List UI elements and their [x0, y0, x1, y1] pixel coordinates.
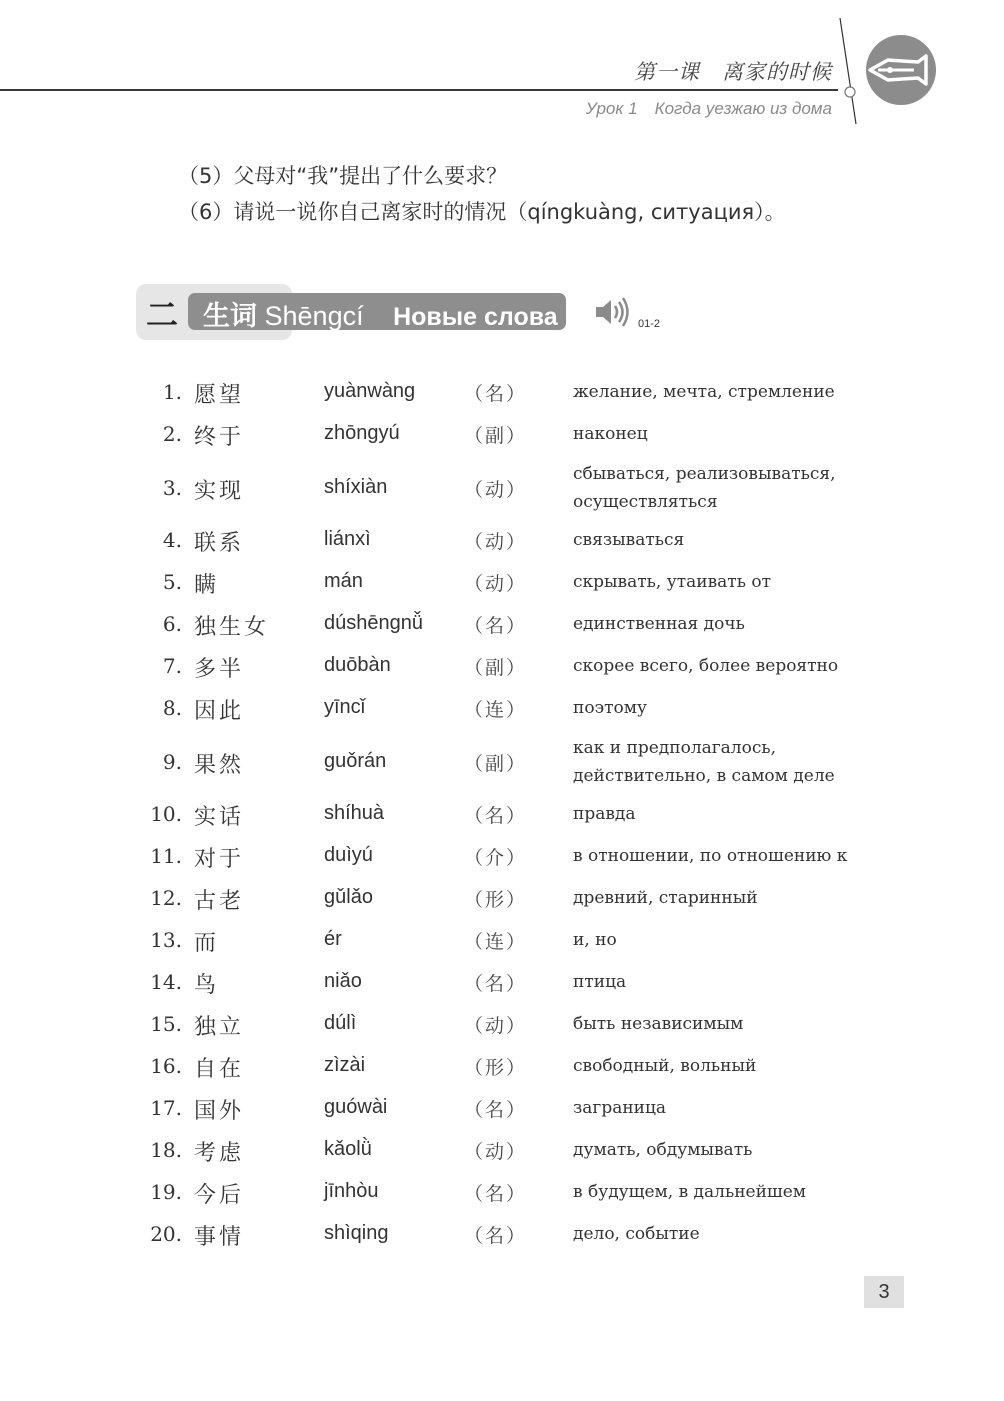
- vocab-part-of-speech: （名）: [464, 615, 528, 637]
- vocab-meaning: свободный, вольный: [573, 1056, 757, 1076]
- vocab-number: 4.: [162, 528, 182, 552]
- vocab-meaning: сбываться, реализовываться, осуществляться: [573, 464, 836, 512]
- vocab-pinyin: zìzài: [324, 1054, 366, 1076]
- vocab-hanzi: 独立: [194, 1015, 245, 1040]
- vocab-pinyin: shíxiàn: [324, 476, 388, 498]
- header-rule: [0, 89, 838, 91]
- vocab-pinyin: jīnhòu: [324, 1180, 379, 1202]
- vocab-number: 19.: [150, 1180, 182, 1204]
- vocab-part-of-speech: （连）: [464, 699, 528, 721]
- vocab-number: 16.: [150, 1054, 182, 1078]
- vocab-hanzi: 实话: [194, 805, 245, 830]
- vocab-hanzi: 因此: [194, 699, 245, 724]
- vocab-number: 12.: [150, 886, 182, 910]
- vocab-pinyin: shíhuà: [324, 802, 385, 824]
- vocab-hanzi: 鸟: [194, 973, 220, 998]
- audio-track-number: 01-2: [638, 318, 661, 330]
- vocab-part-of-speech: （连）: [464, 931, 528, 953]
- vocab-number: 7.: [162, 654, 182, 678]
- vocab-number: 1.: [162, 380, 182, 404]
- vocab-meaning: и, но: [573, 930, 617, 950]
- vocab-pinyin: niǎo: [324, 970, 362, 992]
- vocab-number: 3.: [162, 476, 182, 500]
- vocab-hanzi: 古老: [194, 889, 245, 914]
- pen-nib-icon: [830, 14, 950, 129]
- vocab-meaning: единственная дочь: [573, 614, 745, 634]
- vocab-meaning: наконец: [573, 424, 648, 444]
- vocab-hanzi: 独生女: [194, 615, 270, 640]
- question-5: [178, 160, 507, 190]
- question-text: 请说一说你自己离家时的情况（qíngkuàng, ситуация）。: [233, 200, 786, 224]
- vocab-pinyin: zhōngyú: [324, 422, 400, 444]
- vocab-part-of-speech: （介）: [464, 847, 528, 869]
- vocab-number: 6.: [162, 612, 182, 636]
- vocab-meaning: как и предполагалось, действительно, в самом деле: [573, 738, 835, 786]
- vocab-pinyin: mán: [324, 570, 363, 592]
- vocab-part-of-speech: （名）: [464, 805, 528, 827]
- vocab-number: 2.: [162, 422, 182, 446]
- vocab-number: 20.: [150, 1222, 182, 1246]
- vocab-part-of-speech: （形）: [464, 1057, 528, 1079]
- vocab-hanzi: 考虑: [194, 1141, 245, 1166]
- vocab-number: 18.: [150, 1138, 182, 1162]
- vocab-part-of-speech: （动）: [464, 531, 528, 553]
- vocab-part-of-speech: （名）: [464, 383, 528, 405]
- question-number: （6）: [178, 200, 234, 224]
- vocab-number: 13.: [150, 928, 182, 952]
- vocab-pinyin: shìqing: [324, 1222, 389, 1244]
- section-banner: [136, 284, 566, 340]
- vocab-number: 8.: [162, 696, 182, 720]
- section-title-pinyin: Shēngcí: [264, 301, 364, 331]
- vocab-meaning: заграница: [573, 1098, 667, 1118]
- question-number: （5）: [178, 164, 234, 188]
- vocab-pinyin: duìyú: [324, 844, 373, 866]
- vocab-part-of-speech: （副）: [464, 657, 528, 679]
- section-title: [203, 294, 558, 333]
- section-number: 二: [146, 296, 179, 334]
- vocab-pinyin: liánxì: [324, 528, 371, 550]
- vocab-hanzi: 自在: [194, 1057, 245, 1082]
- lesson-title-ru: Урок 1 Когда уезжаю из дома: [585, 99, 832, 118]
- vocab-pinyin: guówài: [324, 1096, 388, 1118]
- section-title-cn: 生词: [203, 301, 257, 331]
- vocab-part-of-speech: （名）: [464, 1099, 528, 1121]
- vocab-meaning: желание, мечта, стремление: [573, 382, 835, 402]
- vocab-part-of-speech: （动）: [464, 479, 528, 501]
- vocab-pinyin: ér: [324, 928, 342, 950]
- vocab-meaning: скрывать, утаивать от: [573, 572, 772, 592]
- vocab-pinyin: yuànwàng: [324, 380, 416, 402]
- vocab-part-of-speech: （动）: [464, 573, 528, 595]
- vocab-meaning: птица: [573, 972, 627, 992]
- vocab-number: 11.: [150, 844, 182, 868]
- vocab-number: 15.: [150, 1012, 182, 1036]
- vocab-pinyin: yīncǐ: [324, 696, 366, 718]
- vocab-meaning: в будущем, в дальнейшем: [573, 1182, 807, 1202]
- vocab-hanzi: 联系: [194, 531, 245, 556]
- vocab-pinyin: kǎolǜ: [324, 1138, 372, 1160]
- vocab-pinyin: dúshēngnǚ: [324, 612, 423, 634]
- vocab-number: 9.: [162, 750, 182, 774]
- vocab-hanzi: 今后: [194, 1183, 245, 1208]
- vocab-meaning: древний, старинный: [573, 888, 758, 908]
- vocab-part-of-speech: （名）: [464, 973, 528, 995]
- vocab-meaning: связываться: [573, 530, 685, 550]
- vocab-meaning: в отношении, по отношению к: [573, 846, 848, 866]
- vocab-hanzi: 对于: [194, 847, 245, 872]
- page-number: 3: [864, 1276, 904, 1308]
- vocab-meaning: дело, событие: [573, 1224, 700, 1244]
- vocab-meaning: поэтому: [573, 698, 647, 718]
- vocab-hanzi: 而: [194, 931, 220, 956]
- vocab-part-of-speech: （动）: [464, 1015, 528, 1037]
- lesson-title-cn: 第一课 离家的时候: [634, 60, 832, 84]
- vocab-hanzi: 实现: [194, 479, 245, 504]
- vocab-part-of-speech: （名）: [464, 1225, 528, 1247]
- vocab-hanzi: 瞒: [194, 573, 220, 598]
- vocab-hanzi: 果然: [194, 753, 245, 778]
- speaker-icon[interactable]: [594, 296, 632, 328]
- vocab-hanzi: 终于: [194, 425, 245, 450]
- vocab-number: 5.: [162, 570, 182, 594]
- vocab-number: 14.: [150, 970, 182, 994]
- vocab-meaning: быть независимым: [573, 1014, 744, 1034]
- vocab-number: 10.: [150, 802, 182, 826]
- vocab-part-of-speech: （副）: [464, 425, 528, 447]
- vocab-part-of-speech: （副）: [464, 753, 528, 775]
- vocab-part-of-speech: （形）: [464, 889, 528, 911]
- vocab-meaning: думать, обдумывать: [573, 1140, 753, 1160]
- vocab-pinyin: duōbàn: [324, 654, 391, 676]
- vocab-hanzi: 事情: [194, 1225, 245, 1250]
- vocab-part-of-speech: （动）: [464, 1141, 528, 1163]
- vocab-pinyin: dúlì: [324, 1012, 357, 1034]
- section-title-ru: Новые слова: [393, 303, 558, 331]
- vocab-part-of-speech: （名）: [464, 1183, 528, 1205]
- vocab-hanzi: 愿望: [194, 383, 245, 408]
- question-text: 父母对“我”提出了什么要求？: [233, 164, 508, 188]
- question-6: [178, 196, 786, 226]
- vocab-meaning: скорее всего, более вероятно: [573, 656, 839, 676]
- vocab-meaning: правда: [573, 804, 636, 824]
- vocab-hanzi: 国外: [194, 1099, 245, 1124]
- vocab-number: 17.: [150, 1096, 182, 1120]
- vocab-pinyin: guǒrán: [324, 750, 387, 772]
- vocab-pinyin: gǔlǎo: [324, 886, 373, 908]
- vocab-hanzi: 多半: [194, 657, 245, 682]
